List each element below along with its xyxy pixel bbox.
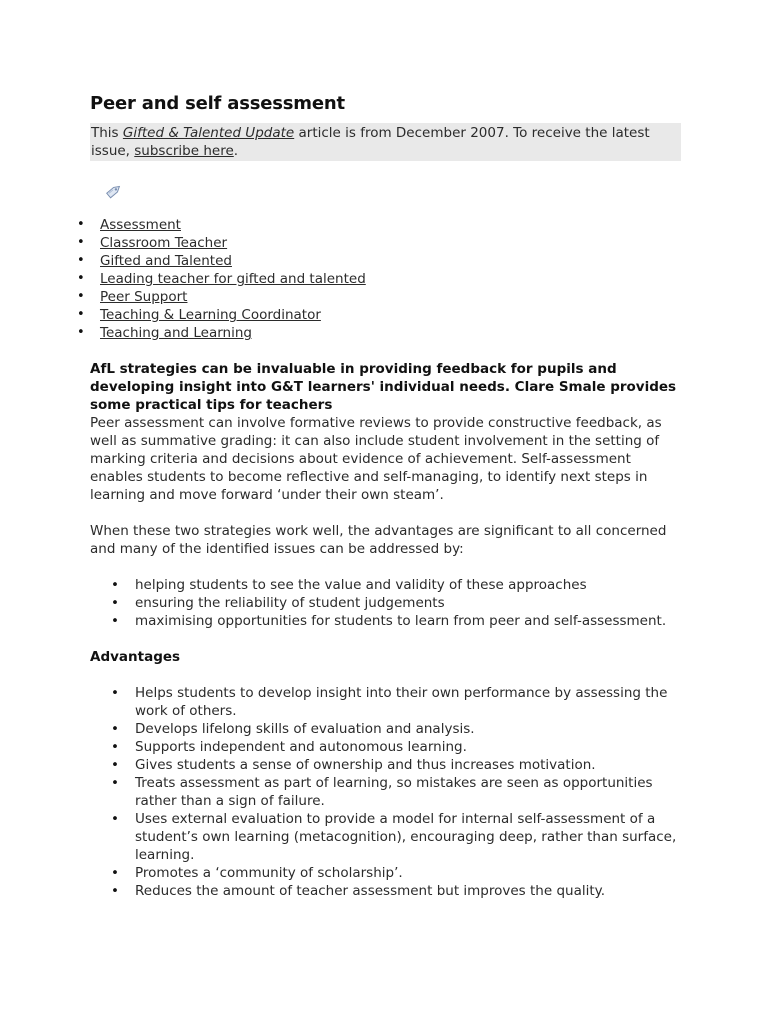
tag-link[interactable]: Teaching and Learning <box>100 325 252 341</box>
tag-link[interactable]: Teaching & Learning Coordinator <box>100 307 321 323</box>
advantage-item: • Supports independent and autonomous learning. <box>135 738 680 756</box>
page-title: Peer and self assessment <box>90 93 345 114</box>
issue-item: • helping students to see the value and validity of these approaches <box>135 576 680 594</box>
tag-item <box>100 216 680 234</box>
issue-item: • maximising opportunities for students to learn from peer and self-assessment. <box>135 612 680 630</box>
issue-notice <box>90 123 681 161</box>
tag-item <box>100 270 680 288</box>
notice-middle: article is from December 2007. To receive the latest issue, <box>91 125 650 159</box>
subscribe-link[interactable]: subscribe here <box>134 143 234 159</box>
tag-item <box>100 306 680 324</box>
publication-link[interactable]: Gifted & Talented Update <box>122 125 295 141</box>
advantage-item: • Gives students a sense of ownership and thus increases motivation. <box>135 756 680 774</box>
paragraph-2: When these two strategies work well, the advantages are significant to all concerned and many of the identified issues can be addressed by: <box>90 523 667 557</box>
advantage-item: • Helps students to develop insight into their own performance by assessing the work of others. <box>135 684 680 720</box>
tag-list <box>0 216 680 342</box>
advantage-item: • Reduces the amount of teacher assessment but improves the quality. <box>135 882 680 900</box>
advantage-item: • Treats assessment as part of learning, so mistakes are seen as opportunities rather than a sign of failure. <box>135 774 680 810</box>
advantage-item: • Promotes a ‘community of scholarship’. <box>135 864 680 882</box>
tag-item <box>100 234 680 252</box>
tag-link[interactable]: Peer Support <box>100 289 188 305</box>
paragraph-1: Peer assessment can involve formative reviews to provide constructive feedback, as well as summative grading: it can also include student involvement in the setting of marking criteria and decisions about evidence of achievement. Self-assessment enables students to become reflective and self-managing, to identify next steps in learning and move forward ‘under their own steam’. <box>90 415 662 503</box>
issues-list <box>90 576 680 630</box>
tag-item <box>100 252 680 270</box>
notice-suffix: . <box>233 143 239 159</box>
article-intro: AfL strategies can be invaluable in providing feedback for pupils and developing insight into G&T learners' individual needs. Clare Smale provides some practical tips for teachers <box>90 361 677 413</box>
tag-link[interactable]: Leading teacher for gifted and talented <box>100 271 366 287</box>
tag-link[interactable]: Classroom Teacher <box>100 235 228 251</box>
tag-item <box>100 324 680 342</box>
advantages-heading: Advantages <box>90 649 181 665</box>
tag-link[interactable]: Gifted and Talented <box>100 253 232 269</box>
tag-link[interactable]: Assessment <box>100 217 181 233</box>
advantage-item: • Develops lifelong skills of evaluation and analysis. <box>135 720 680 738</box>
notice-prefix: This <box>91 125 123 141</box>
issue-item: • ensuring the reliability of student judgements <box>135 594 680 612</box>
advantages-list <box>90 684 680 900</box>
advantage-item: • Uses external evaluation to provide a model for internal self-assessment of a student’s own learning (metacognition), encouraging deep, rather than surface, learning. <box>135 810 680 864</box>
tag-icon <box>104 181 124 201</box>
tag-item <box>100 288 680 306</box>
article <box>90 92 680 900</box>
